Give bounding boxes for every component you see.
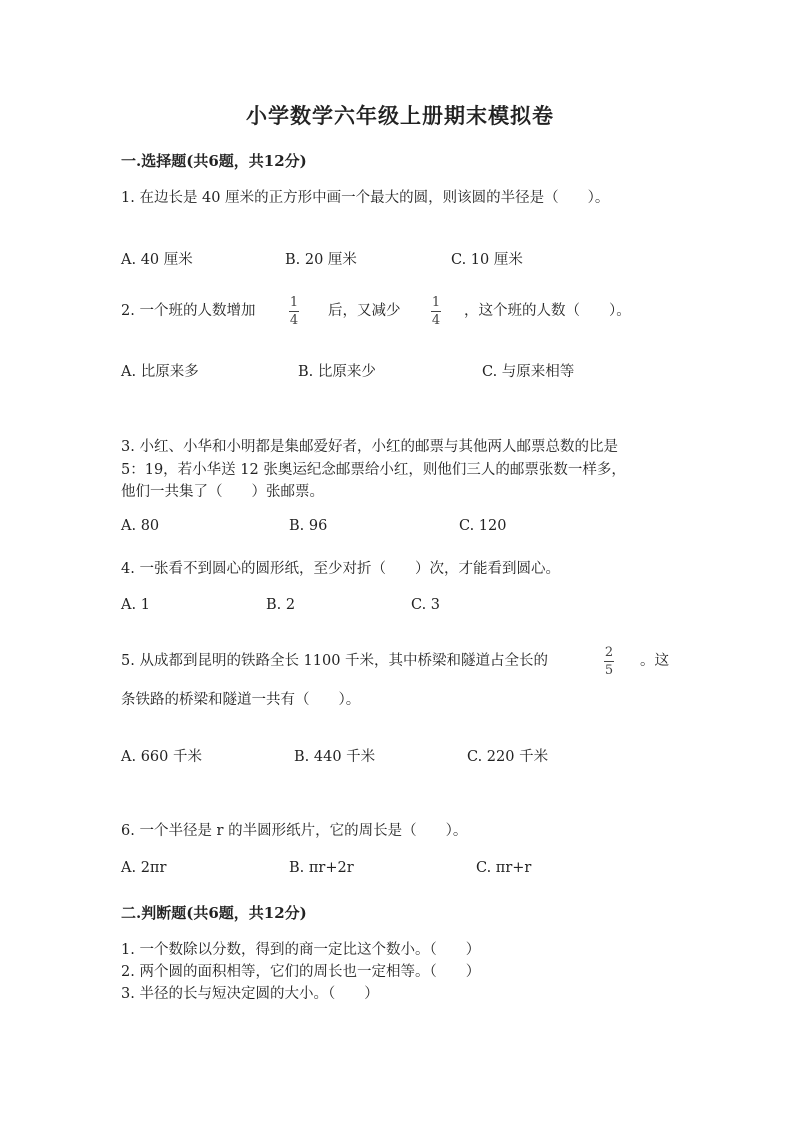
fraction-denominator: 5 bbox=[604, 663, 614, 678]
question-1-text: 1. 在边长是 40 厘米的正方形中画一个最大的圆，则该圆的半径是（ ）。 bbox=[121, 190, 610, 206]
question-1-option-b[interactable]: B. 20 厘米 bbox=[285, 252, 357, 268]
question-5-option-c[interactable]: C. 220 千米 bbox=[467, 749, 549, 765]
question-3-option-a[interactable]: A. 80 bbox=[121, 518, 160, 534]
fraction-denominator: 4 bbox=[431, 313, 441, 328]
question-4-option-c[interactable]: C. 3 bbox=[411, 597, 441, 613]
question-5-text-b: 。这 bbox=[640, 653, 669, 669]
question-2-option-b[interactable]: B. 比原来少 bbox=[298, 364, 376, 380]
fraction-numerator: 1 bbox=[289, 295, 299, 310]
judge-item-3: 3. 半径的长与短决定圆的大小。（ ） bbox=[121, 986, 379, 1002]
question-3-line-1: 3. 小红、小华和小明都是集邮爱好者，小红的邮票与其他两人邮票总数的比是 bbox=[121, 439, 618, 455]
question-3-line-2: 5：19，若小华送 12 张奥运纪念邮票给小红，则他们三人的邮票张数一样多， bbox=[121, 462, 626, 478]
fraction-denominator: 4 bbox=[289, 313, 299, 328]
question-4-option-a[interactable]: A. 1 bbox=[121, 597, 150, 613]
question-2-text-a: 2. 一个班的人数增加 bbox=[121, 303, 256, 319]
question-2-option-a[interactable]: A. 比原来多 bbox=[121, 364, 199, 380]
judge-item-2: 2. 两个圆的面积相等，它们的周长也一定相等。（ ） bbox=[121, 964, 481, 980]
question-3-option-c[interactable]: C. 120 bbox=[459, 518, 507, 534]
page-title: 小学数学六年级上册期末模拟卷 bbox=[246, 103, 554, 128]
question-5-text-a: 5. 从成都到昆明的铁路全长 1100 千米，其中桥梁和隧道占全长的 bbox=[121, 653, 549, 669]
question-2-text-c: ，这个班的人数（ ）。 bbox=[464, 303, 631, 319]
question-2-text-b: 后，又减少 bbox=[328, 303, 401, 319]
question-5-option-b[interactable]: B. 440 千米 bbox=[294, 749, 376, 765]
question-5-option-a[interactable]: A. 660 千米 bbox=[121, 749, 202, 765]
question-6-option-b[interactable]: B. πr+2r bbox=[289, 860, 354, 876]
question-3-option-b[interactable]: B. 96 bbox=[289, 518, 328, 534]
question-6-option-c[interactable]: C. πr+r bbox=[476, 860, 532, 876]
question-6-text: 6. 一个半径是 r 的半圆形纸片，它的周长是（ ）。 bbox=[121, 823, 468, 839]
fraction-bar bbox=[431, 311, 441, 312]
question-5-line-2: 条铁路的桥梁和隧道一共有（ ）。 bbox=[121, 692, 361, 708]
question-1-option-c[interactable]: C. 10 厘米 bbox=[451, 252, 523, 268]
question-4-option-b[interactable]: B. 2 bbox=[266, 597, 296, 613]
question-2-option-c[interactable]: C. 与原来相等 bbox=[482, 364, 575, 380]
question-6-option-a[interactable]: A. 2πr bbox=[121, 860, 167, 876]
fraction-bar bbox=[289, 311, 299, 312]
question-3-line-3: 他们一共集了（ ）张邮票。 bbox=[121, 484, 324, 500]
question-5-fraction bbox=[604, 645, 614, 678]
fraction-numerator: 2 bbox=[604, 645, 614, 660]
section2-heading: 二.判断题(共6题，共12分) bbox=[121, 904, 307, 922]
question-1-option-a[interactable]: A. 40 厘米 bbox=[121, 252, 193, 268]
question-4-text: 4. 一张看不到圆心的圆形纸，至少对折（ ）次，才能看到圆心。 bbox=[121, 561, 560, 577]
fraction-numerator: 1 bbox=[431, 295, 441, 310]
question-2-fraction-2 bbox=[431, 295, 441, 328]
judge-item-1: 1. 一个数除以分数，得到的商一定比这个数小。（ ） bbox=[121, 942, 481, 958]
section1-heading: 一.选择题(共6题，共12分) bbox=[121, 152, 307, 170]
fraction-bar bbox=[604, 661, 614, 662]
question-2-fraction-1 bbox=[289, 295, 299, 328]
